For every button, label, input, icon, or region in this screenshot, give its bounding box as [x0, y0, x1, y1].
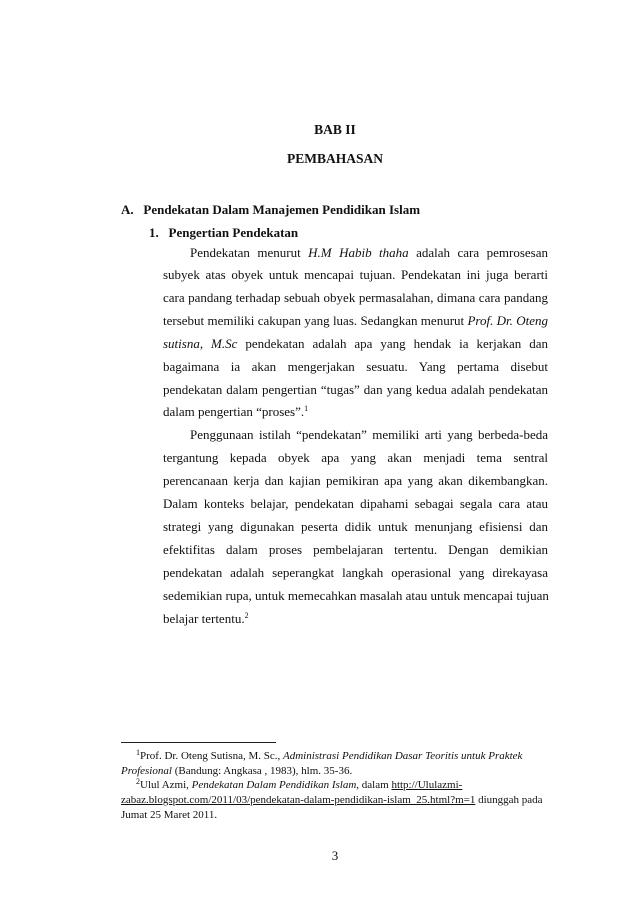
paragraph-2-line: Dalam konteks belajar, pendekatan dipahami sebagai segala cara atau — [163, 496, 548, 511]
paragraph-1-line: subyek atas obyek untuk mencapai tujuan. Pendekatan ini juga berarti — [163, 267, 548, 282]
footnote-2: $^2$Ulul Azmi, Pendekatan Dalam Pendidikan Islam, dalam http://Ululazmi- — [136, 777, 463, 791]
footnote-divider — [121, 742, 276, 743]
footnote-1-cont: Profesional (Bandung: Angkasa , 1983), hlm. 35-36. — [121, 765, 353, 777]
footnote-ref-1[interactable]: 1 — [304, 404, 309, 413]
paragraph-2-line: belajar tertentu.$^2$ — [163, 611, 249, 626]
chapter-title: PEMBAHASAN — [286, 151, 383, 166]
footnote-2-link[interactable]: http://Ululazmi- — [391, 779, 463, 791]
paragraph-2-line: perencanaan kerja dan kajian pemikiran apa yang akan dikembangkan. — [163, 473, 548, 488]
page-number: 3 — [331, 848, 339, 863]
paragraph-1-line: bagaimana ia akan mengerjakan sesuatu. Yang pertama disebut — [163, 359, 548, 374]
paragraph-1-line: pendekatan dalam pengertian “tugas” dan yang kedua adalah pendekatan — [163, 382, 548, 397]
section-heading: A. Pendekatan Dalam Manajemen Pendidikan Islam — [121, 202, 421, 217]
paragraph-2-line: pendekatan adalah seperangkat langkah operasional yang direkayasa — [163, 565, 548, 580]
chapter-label: BAB II — [314, 122, 356, 137]
paragraph-2-line: Penggunaan istilah “pendekatan” memiliki arti yang berbeda-beda — [190, 427, 548, 442]
paragraph-2-line: sedemikian rupa, untuk memecahkan masalah atau untuk mencapai tujuan — [163, 588, 549, 603]
paragraph-1-line: cara pandang terhadap sebuah obyek permasalahan, dimana cara pandang — [163, 290, 548, 305]
paragraph-1-line: tersebut memiliki cakupan yang luas. Sedangkan menurut Prof. Dr. Oteng — [163, 313, 548, 328]
paragraph-1-line: sutisna, M.Sc pendekatan adalah apa yang hendak ia kerjakan dan — [163, 336, 548, 351]
paragraph-2-line: tergantung kepada obyek apa yang akan menjadi tema sentral — [163, 450, 548, 465]
subsection-heading: 1. Pengertian Pendekatan — [149, 225, 299, 240]
footnote-2-link-cont[interactable]: zabaz.blogspot.com/2011/03/pendekatan-dalam-pendidikan-islam_25.html?m=1 — [121, 794, 476, 806]
footnote-1: $^1$Prof. Dr. Oteng Sutisna, M. Sc., Administrasi Pendidikan Dasar Teoritis untuk Praktek — [136, 748, 523, 762]
footnote-2-cont: zabaz.blogspot.com/2011/03/pendekatan-dalam-pendidikan-islam_25.html?m=1 diunggah pada — [121, 794, 543, 806]
paragraph-1-line: dalam pengertian “proses”.$^1$ — [163, 404, 309, 419]
paragraph-1-line: Pendekatan menurut H.M Habib thaha adalah cara pemrosesan — [190, 245, 548, 260]
paragraph-2-line: efektifitas dalam proses pembelajaran tertentu. Dengan demikian — [163, 542, 548, 557]
footnote-ref-2[interactable]: 2 — [244, 611, 249, 620]
footnote-2-date: Jumat 25 Maret 2011. — [121, 809, 218, 821]
paragraph-2-line: strategi yang digunakan peserta didik untuk menunjang efisiensi dan — [163, 519, 548, 534]
